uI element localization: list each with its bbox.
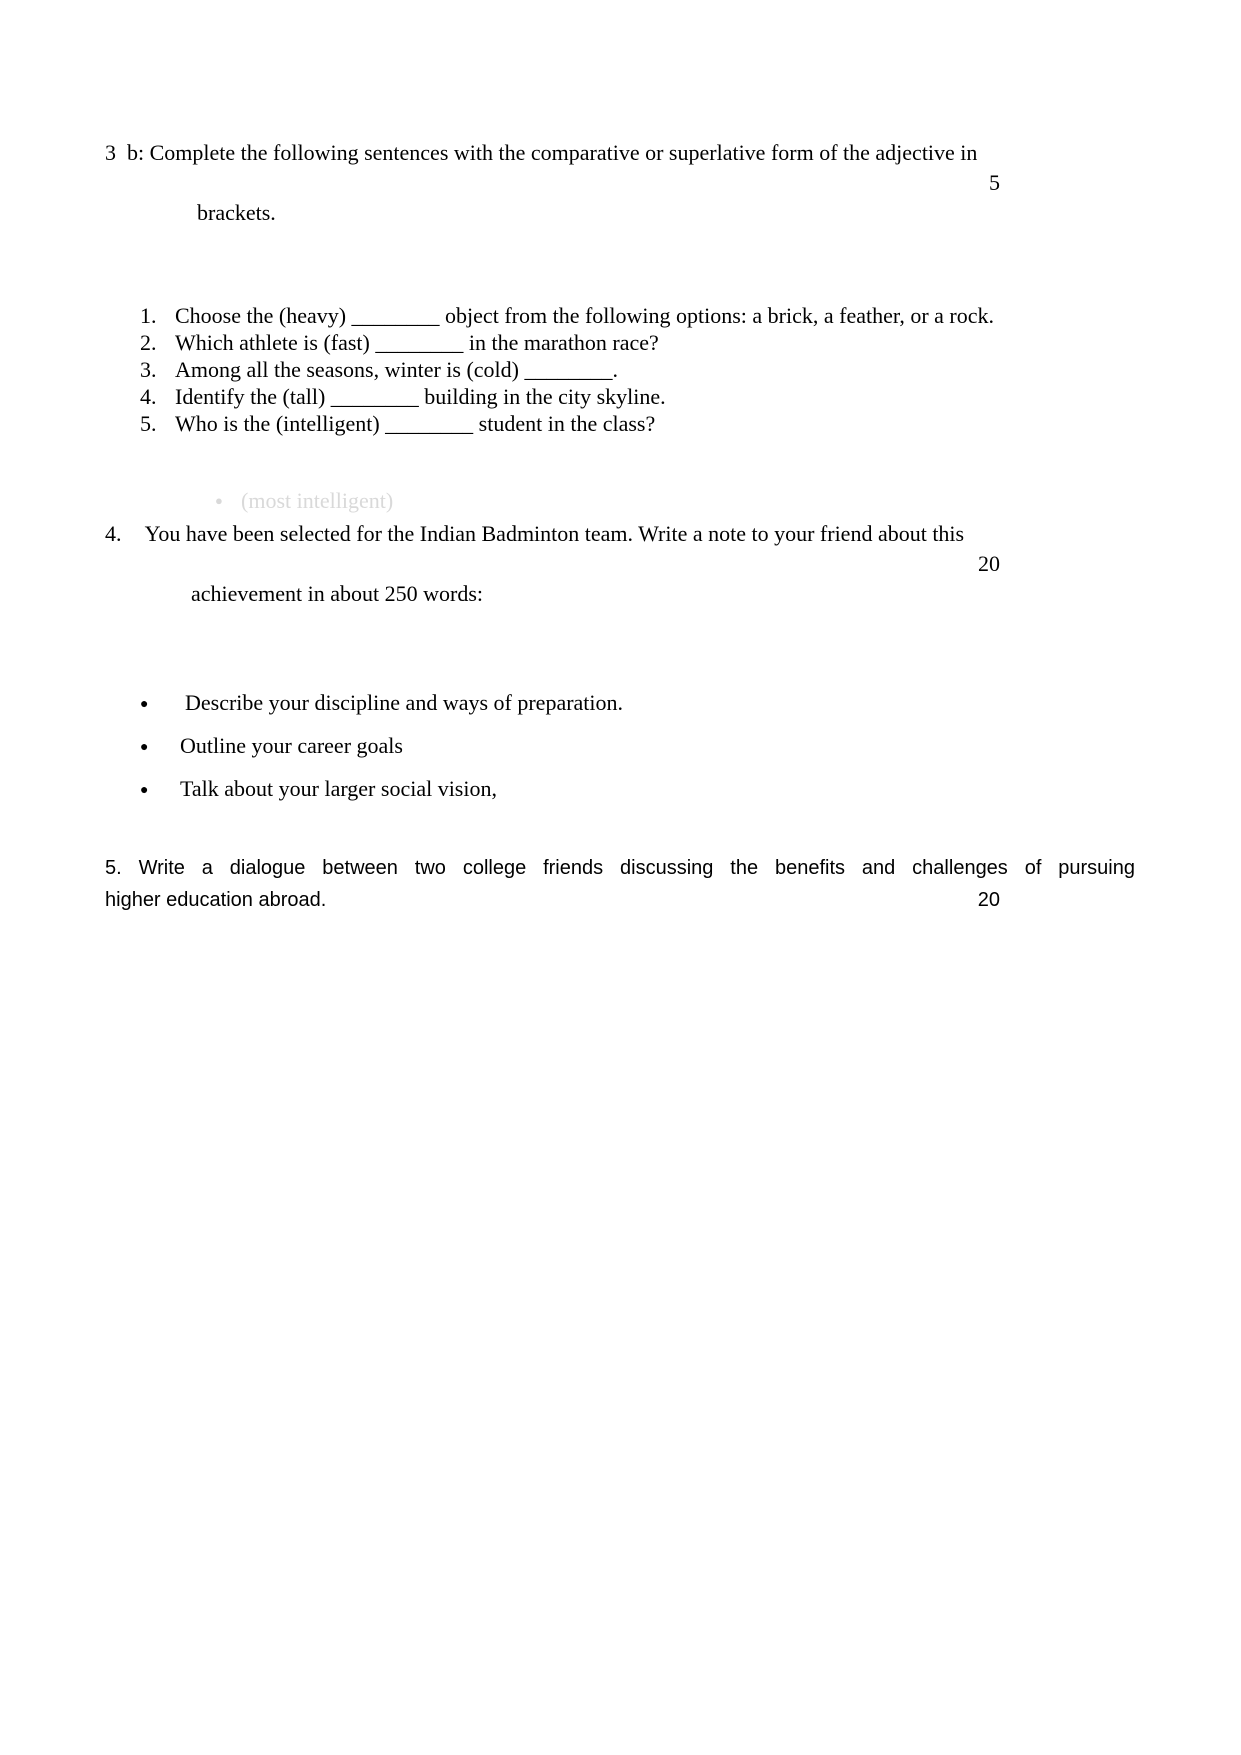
bullet-icon: ● [140,740,149,755]
faint-answer-note [105,487,1135,517]
q4-prompt-line1 [105,519,1135,549]
bullet-item-text: Describe your discipline and ways of preparation. [185,690,624,715]
faint-answer-text: (most intelligent) [241,488,394,513]
list-item [105,383,1135,410]
q3b-number: 3 b: [105,140,145,165]
list-item-text: Choose the (heavy) ________ object from the following options: a brick, a feather, or a rock. [175,303,994,328]
q4-bullet-list [105,689,1135,806]
bullet-icon: ● [140,783,149,798]
question-3b [105,138,1135,288]
q4-number: 4. [105,521,122,546]
list-item [105,302,1135,329]
list-item-text: Which athlete is (fast) ________ in the marathon race? [175,330,659,355]
list-item-number: 1. [140,303,157,328]
list-item-text: Among all the seasons, winter is (cold) ________. [175,357,618,382]
q3b-prompt-line1 [105,138,1135,168]
list-item-text: Identify the (tall) ________ building in the city skyline. [175,384,666,409]
list-item [105,356,1135,383]
q5-prompt-line1: 5. Write a dialogue between two college friends discussing the benefits and challenges of pursuing [105,857,1135,879]
bullet-item [105,732,1135,763]
bullet-item-text: Outline your career goals [180,733,403,758]
bullet-icon: ● [215,493,223,508]
q3b-prompt-line2 [105,168,1135,288]
list-item-text: Who is the (intelligent) ________ student in the class? [175,411,656,436]
q5-prompt-line2 [105,884,1135,916]
q3b-marks: 5 [989,170,1000,195]
bullet-icon: ● [140,697,149,712]
bullet-item [105,775,1135,806]
q4-prompt-line2 [105,549,1135,669]
adjective-items-list [105,302,1135,437]
q4-marks: 20 [978,551,1000,576]
q5-prompt-text-2: higher education abroad. [105,889,327,911]
list-item [105,329,1135,356]
question-5 [105,852,1135,916]
question-4 [105,519,1135,669]
page-content [105,138,1135,916]
bullet-item [105,689,1135,720]
q3b-prompt-text: Complete the following sentences with the comparative or superlative form of the adjective in [144,140,978,165]
q4-prompt-text: You have been selected for the Indian Badminton team. Write a note to your friend about this [140,521,965,546]
list-item-number: 4. [140,384,157,409]
list-item-number: 5. [140,411,157,436]
list-item-number: 2. [140,330,157,355]
q4-prompt-text-2: achievement in about 250 words: [191,581,484,606]
q5-marks: 20 [977,889,1000,911]
q3b-prompt-text-2: brackets. [197,200,276,225]
list-item [105,410,1135,437]
bullet-item-text: Talk about your larger social vision, [180,776,497,801]
list-item-number: 3. [140,357,157,382]
